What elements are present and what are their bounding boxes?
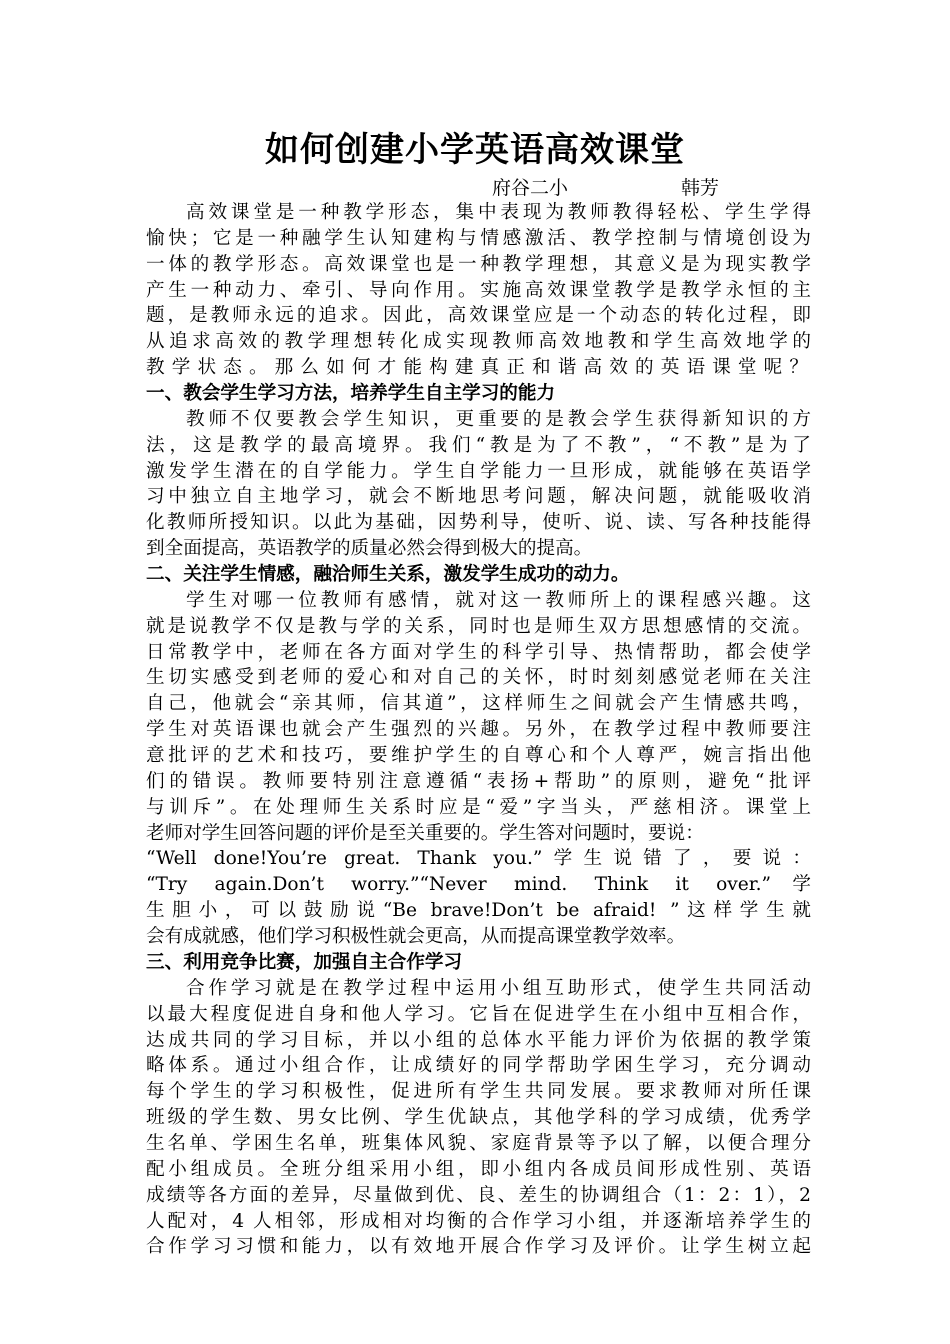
text-line: “Well done!You’re great. Thank you.”学生说错了，要说： [146, 848, 811, 870]
text-line: 愉快；它是一种融学生认知建构与情感激活、教学控制与情境创设为 [146, 227, 811, 249]
text-line: 合作学习习惯和能力，以有效地开展合作学习及评价。让学生树立起 [146, 1236, 811, 1258]
text-line: 学生对英语课也就会产生强烈的兴趣。另外，在教学过程中教师要注 [146, 719, 811, 741]
text-line: 一体的教学形态。高效课堂也是一种教学理想，其意义是为现实教学 [146, 253, 811, 275]
text-line: 日常教学中，老师在各方面对学生的科学引导、热情帮助，都会使学 [146, 641, 811, 663]
text-line: 教师不仅要教会学生知识，更重要的是教会学生获得新知识的方 [186, 408, 811, 430]
text-line: 每个学生的学习积极性，促进所有学生共同发展。要求教师对所任课 [146, 1081, 811, 1103]
text-line: 成绩等各方面的差异，尽量做到优、良、差生的协调组合（1：2：1），2 [146, 1184, 811, 1206]
text-line: 与训斥”。在处理师生关系时应是“爱”字当头，严慈相济。课堂上 [146, 796, 811, 818]
text-line: 合作学习就是在教学过程中运用小组互助形式，使学生共同活动 [186, 977, 811, 999]
section-heading: 一、教会学生学习方法，培养学生自主学习的能力 [146, 383, 556, 405]
section-heading: 二、关注学生情感，融洽师生关系，激发学生成功的动力。 [146, 564, 630, 586]
text-line: 配小组成员。全班分组采用小组，即小组内各成员间形成性别、英语 [146, 1158, 811, 1180]
text-line: 会有成就感，他们学习积极性就会更高，从而提高课堂教学效率。 [146, 926, 686, 948]
document-body [146, 200, 811, 1260]
text-line: 们的错误。教师要特别注意遵循“表扬+帮助”的原则，避免“批评 [146, 770, 811, 792]
text-line: 生名单、学困生名单，班集体风貌、家庭背景等予以了解，以便合理分 [146, 1132, 811, 1154]
text-line: 激发学生潜在的自学能力。学生自学能力一旦形成，就能够在英语学 [146, 460, 811, 482]
text-line: 生切实感受到老师的爱心和对自己的关怀，时时刻刻感觉老师在关注 [146, 667, 811, 689]
text-line: 达成共同的学习目标，并以小组的总体水平能力评价为依据的教学策 [146, 1029, 811, 1051]
text-line: 老师对学生回答问题的评价是至关重要的。学生答对问题时，要说： [146, 822, 704, 844]
text-line: 班级的学生数、男女比例、学生优缺点，其他学科的学习成绩，优秀学 [146, 1107, 811, 1129]
text-line: 高效课堂是一种教学形态，集中表现为教师教得轻松、学生学得 [186, 202, 811, 223]
text-line: 意批评的艺术和技巧，要维护学生的自尊心和个人尊严，婉言指出他 [146, 745, 811, 767]
text-line: 教学状态。那么如何才能构建真正和谐高效的英语课堂呢？ [146, 357, 811, 379]
text-line: 略体系。通过小组合作，让成绩好的同学帮助学困生学习，充分调动 [146, 1055, 811, 1077]
text-line: 到全面提高，英语教学的质量必然会得到极大的提高。 [146, 538, 593, 560]
author-name: 韩芳 [681, 177, 720, 199]
text-line: 从追求高效的教学理想转化成实现教师高效地教和学生高效地学的 [146, 331, 811, 353]
text-line: 人配对，4 人相邻，形成相对均衡的合作学习小组，并逐渐培养学生的 [146, 1210, 811, 1232]
text-line: 自己，他就会“亲其师，信其道”，这样师生之间就会产生情感共鸣， [146, 693, 811, 715]
text-line: 法，这是教学的最高境界。我们“教是为了不教”，“不教”是为了 [146, 434, 811, 456]
text-line: 习中独立自主地学习，就会不断地思考问题，解决问题，就能吸收消 [146, 486, 811, 508]
text-line: 学生对哪一位教师有感情，就对这一教师所上的课程感兴趣。这 [186, 589, 811, 611]
section-heading: 三、利用竞争比赛，加强自主合作学习 [146, 951, 463, 973]
text-line: “Try again.Don’t worry.”“Never mind. Think it over.”学 [146, 874, 811, 896]
text-line: 生胆小，可以鼓励说“Be brave!Don’t be afraid! ”这样学生就 [146, 900, 811, 922]
author-school: 府谷二小 [492, 177, 569, 199]
text-line: 以最大程度促进自身和他人学习。它旨在促进学生在小组中互相合作， [146, 1003, 811, 1025]
document-title: 如何创建小学英语高效课堂 [265, 130, 685, 170]
text-line: 产生一种动力、牵引、导向作用。实施高效课堂教学是教学永恒的主 [146, 279, 811, 301]
text-line: 就是说教学不仅是教与学的关系，同时也是师生双方思想感情的交流。 [146, 615, 811, 637]
text-line: 化教师所授知识。以此为基础，因势利导，使听、说、读、写各种技能得 [146, 512, 811, 534]
text-line: 题，是教师永远的追求。因此，高效课堂应是一个动态的转化过程，即 [146, 305, 811, 327]
